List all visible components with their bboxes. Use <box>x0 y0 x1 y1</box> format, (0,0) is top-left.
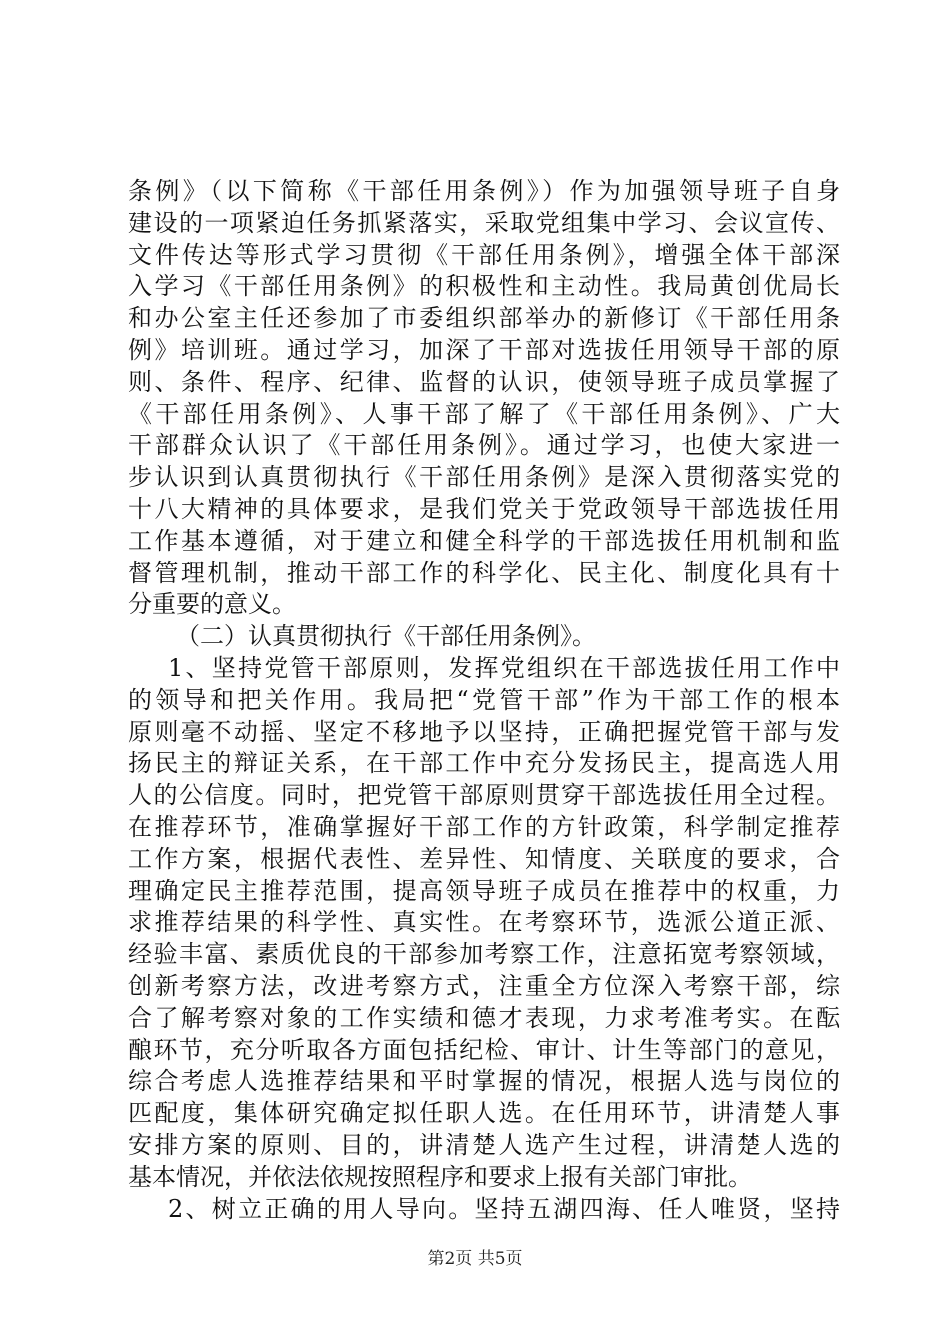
text-line: 工作方案，根据代表性、差异性、知情度、关联度的要求，合 <box>128 844 840 873</box>
text-line: 合了解考察对象的工作实绩和德才表现，力求考准考实。在酝 <box>128 1003 840 1032</box>
text-line: 工作基本遵循，对于建立和健全科学的干部选拔任用机制和监 <box>128 526 840 555</box>
text-line: 扬民主的辩证关系，在干部工作中充分发扬民主，提高选人用 <box>128 749 840 778</box>
text-line: 安排方案的原则、目的，讲清楚人选产生过程，讲清楚人选的 <box>128 1130 840 1159</box>
text-line: 综合考虑人选推荐结果和平时掌握的情况，根据人选与岗位的 <box>128 1067 840 1096</box>
text-line: 和办公室主任还参加了市委组织部举办的新修订《干部任用条 <box>128 304 840 333</box>
text-line: 文件传达等形式学习贯彻《干部任用条例》，增强全体干部深 <box>128 240 840 269</box>
text-line: 理确定民主推荐范围，提高领导班子成员在推荐中的权重，力 <box>128 876 840 905</box>
text-line: 则、条件、程序、纪律、监督的认识，使领导班子成员掌握了 <box>128 367 840 396</box>
text-line: 建设的一项紧迫任务抓紧落实，采取党组集中学习、会议宣传、 <box>128 208 840 237</box>
document-body <box>128 176 840 1225</box>
text-line: 基本情况，并依法依规按照程序和要求上报有关部门审批。 <box>128 1162 752 1191</box>
text-line: 2、树立正确的用人导向。坚持五湖四海、任人唯贤，坚持 <box>168 1194 840 1223</box>
page-number-footer: 第2页 共5页 <box>427 1249 523 1269</box>
text-line: 匹配度，集体研究确定拟任职人选。在任用环节，讲清楚人事 <box>128 1099 840 1128</box>
text-line: 经验丰富、素质优良的干部参加考察工作，注意拓宽考察领域， <box>128 940 840 969</box>
section-heading: （二）认真贯彻执行《干部任用条例》。 <box>176 622 596 651</box>
text-line: 步认识到认真贯彻执行《干部任用条例》是深入贯彻落实党的 <box>128 463 840 492</box>
text-line: 原则毫不动摇、坚定不移地予以坚持，正确把握党管干部与发 <box>128 717 840 746</box>
text-line: 的领导和把关作用。我局把“党管干部”作为干部工作的根本 <box>128 685 840 714</box>
text-line: 人的公信度。同时，把党管干部原则贯穿干部选拔任用全过程。 <box>128 781 840 810</box>
text-line: 十八大精神的具体要求，是我们党关于党政领导干部选拔任用 <box>128 494 840 523</box>
text-line: 求推荐结果的科学性、真实性。在考察环节，选派公道正派、 <box>128 908 840 937</box>
text-line: 创新考察方法，改进考察方式，注重全方位深入考察干部，综 <box>128 971 840 1000</box>
text-line: 分重要的意义。 <box>128 590 296 619</box>
text-line: 例》培训班。通过学习，加深了干部对选拔任用领导干部的原 <box>128 335 840 364</box>
text-line: 在推荐环节，准确掌握好干部工作的方针政策，科学制定推荐 <box>128 812 840 841</box>
text-line: 干部群众认识了《干部任用条例》。通过学习，也使大家进一 <box>128 431 840 460</box>
text-line: 《干部任用条例》、人事干部了解了《干部任用条例》、广大 <box>128 399 840 428</box>
text-line: 条例》（以下简称《干部任用条例》）作为加强领导班子自身 <box>128 177 840 205</box>
text-line: 1、坚持党管干部原则，发挥党组织在干部选拔任用工作中 <box>168 653 840 682</box>
text-line: 督管理机制，推动干部工作的科学化、民主化、制度化具有十 <box>128 558 840 587</box>
text-line: 入学习《干部任用条例》的积极性和主动性。我局黄创优局长 <box>128 272 840 301</box>
text-line: 酿环节，充分听取各方面包括纪检、审计、计生等部门的意见， <box>128 1035 840 1064</box>
